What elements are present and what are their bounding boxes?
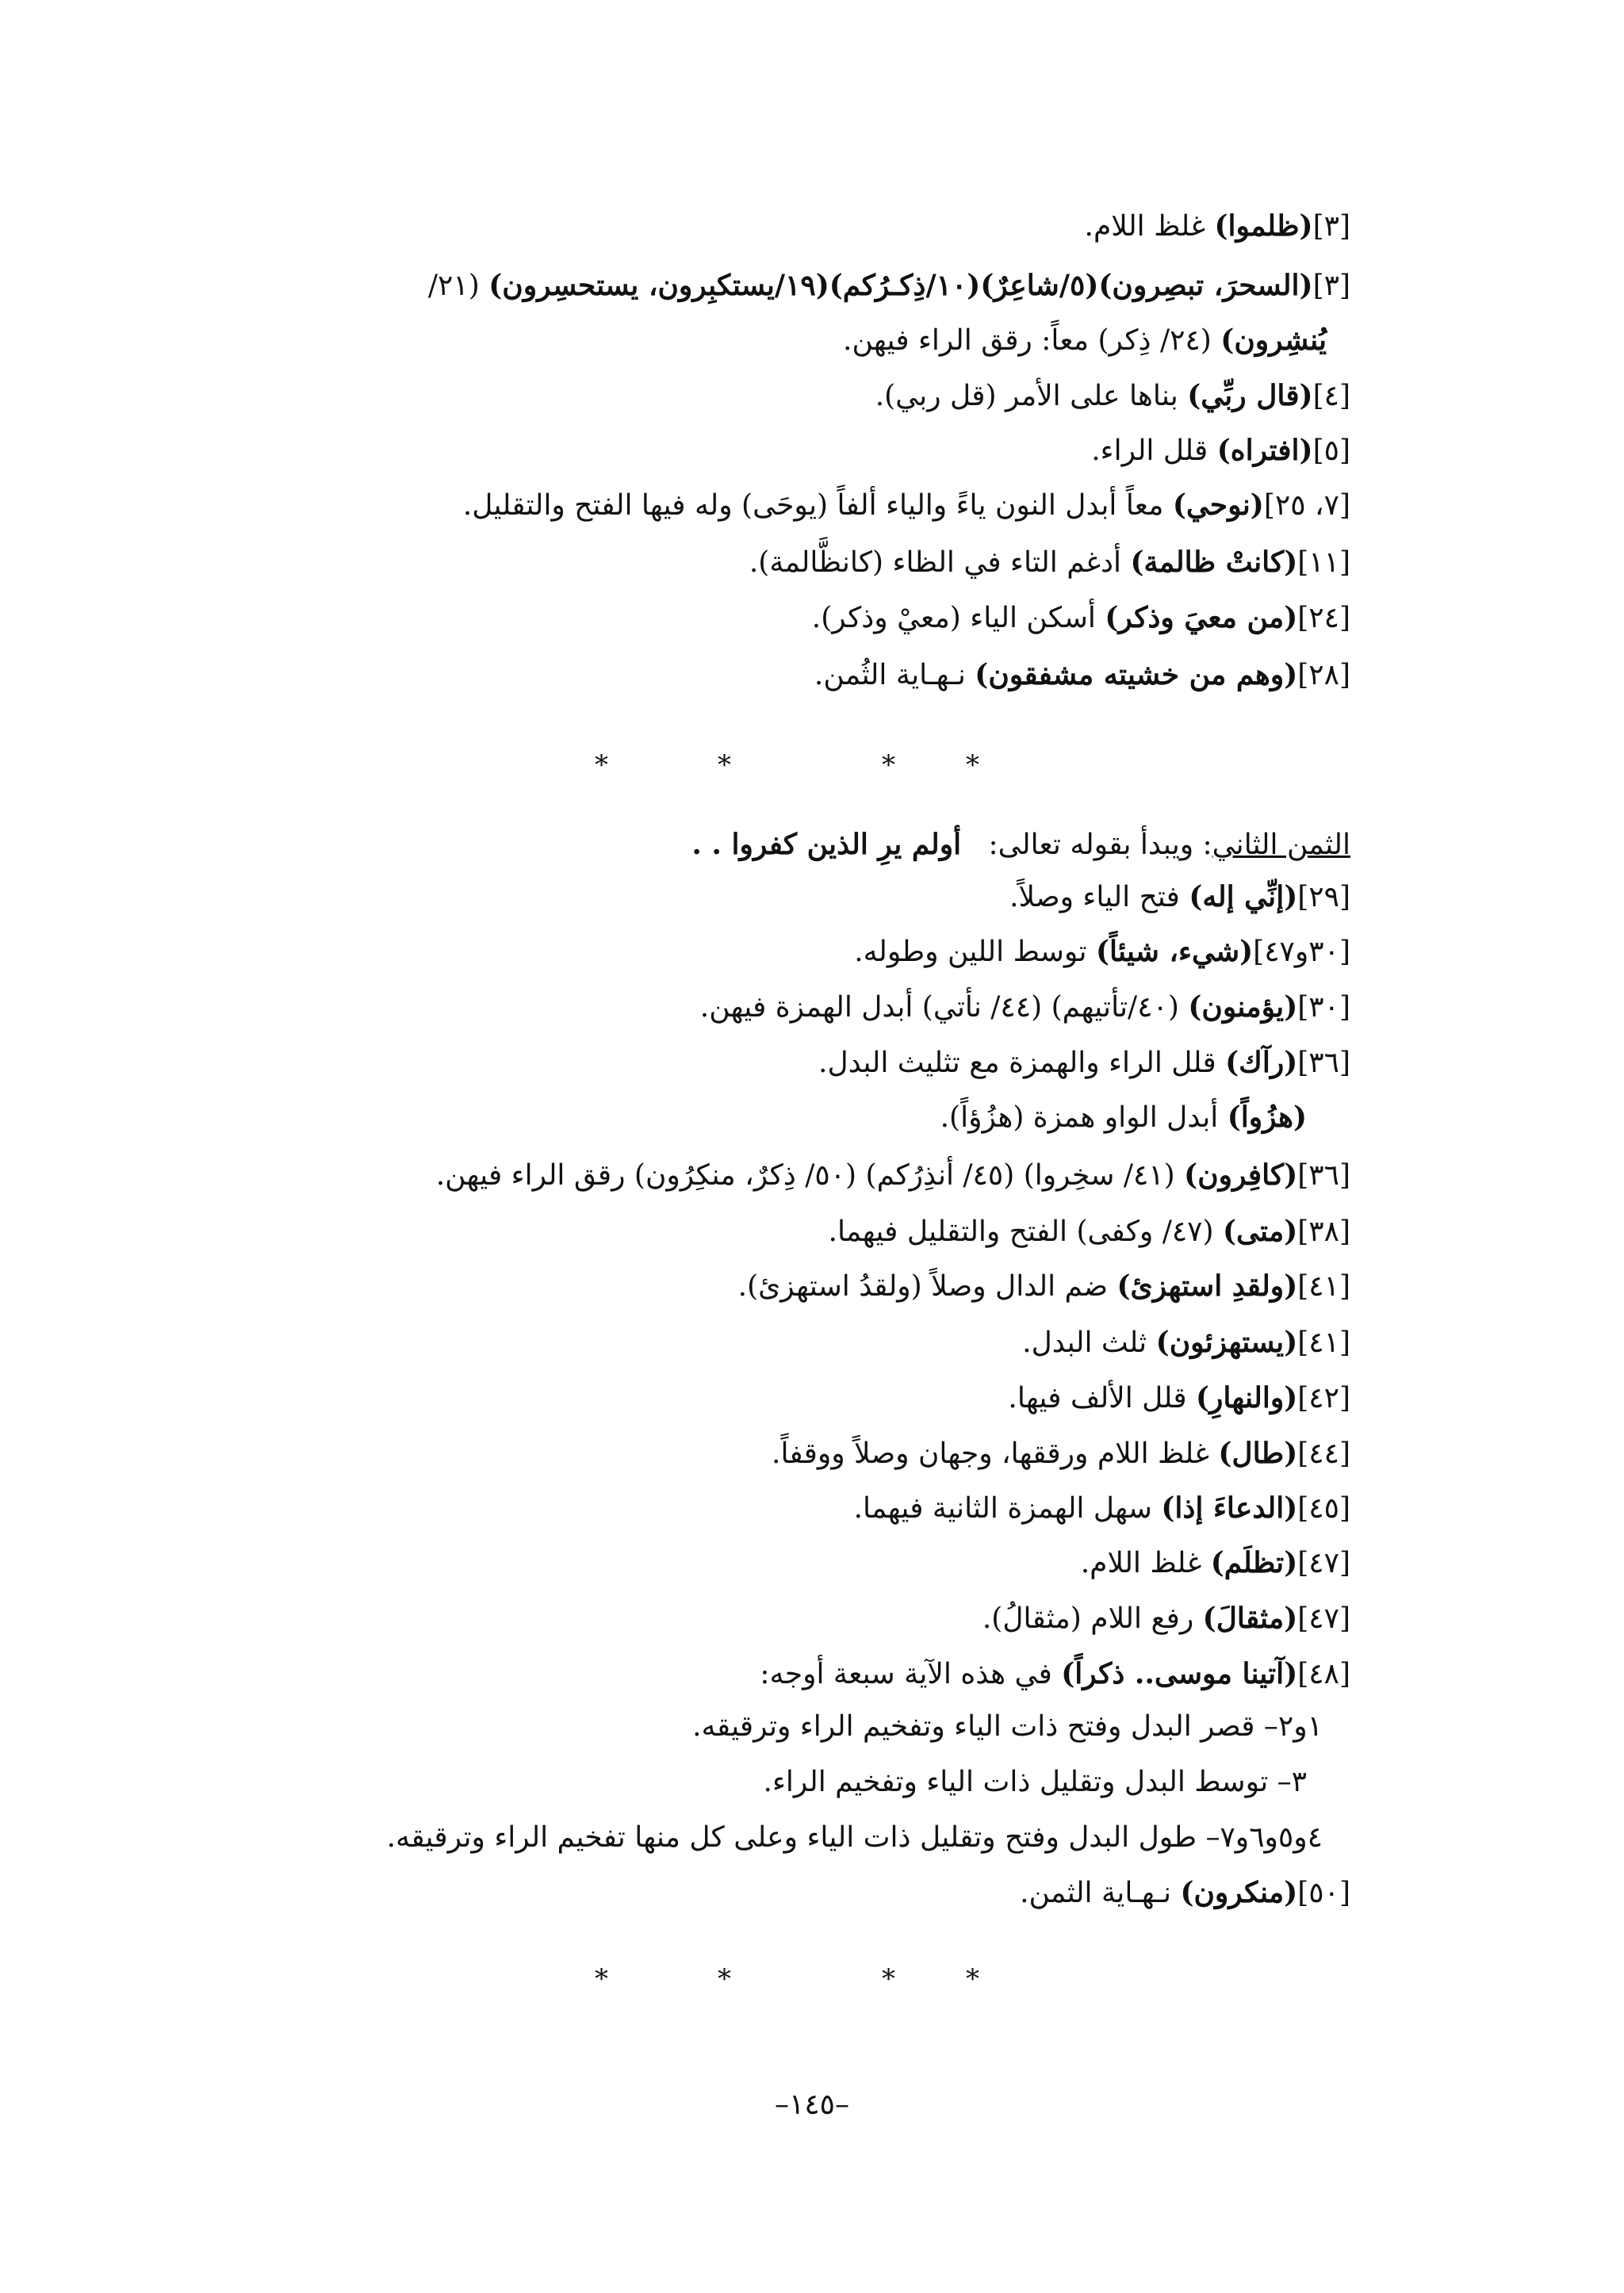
text-line: [1085, 206, 1351, 247]
quran-word: (هزُواً): [1227, 1101, 1307, 1134]
text-line: [829, 1212, 1351, 1252]
separator-star: *: [595, 1963, 608, 1995]
note-text: سهل الهمزة الثانية فيهما.: [853, 1492, 1162, 1525]
quran-word: (رآك): [1225, 1046, 1298, 1079]
text-line: [1009, 877, 1350, 917]
separator-star: *: [966, 749, 979, 781]
text-line: [1081, 1543, 1350, 1583]
note-text: (٤٠/تأتيهم) (٤٤/ نأتي) أبدل الهمزة فيهن.: [699, 991, 1189, 1024]
verse-ref: [٧، ٢٥]: [1263, 489, 1350, 522]
verse-ref: [٤٤]: [1297, 1437, 1350, 1470]
note-text: ٣– توسط البدل وتقليل ذات الياء وتفخيم الراء.: [763, 1766, 1307, 1798]
separator-star: *: [718, 749, 731, 781]
quran-word: (كانتْ ظالمة): [1130, 545, 1298, 579]
verse-ref: [٤]: [1312, 380, 1350, 412]
text-line: [1091, 431, 1350, 471]
note-text: ثلث البدل.: [1022, 1326, 1156, 1359]
text-line: [764, 1763, 1307, 1802]
note-text: (٢١/: [427, 270, 489, 302]
quran-word: (تظلَم): [1210, 1546, 1298, 1579]
text-line: [1020, 1873, 1350, 1913]
text-line: [463, 485, 1350, 526]
note-text: معاً أبدل النون ياءً والياء ألفاً (يوحَى) وله فيها الفتح والتقليل.: [462, 489, 1173, 522]
verse-ref: [٢٨]: [1297, 659, 1350, 691]
section-separator: [0, 1963, 1624, 1995]
verse-ref: [٣٦]: [1297, 1047, 1350, 1079]
quran-word: (منكرون): [1180, 1876, 1298, 1909]
text-line: [760, 1654, 1350, 1694]
quran-word: (ولقدِ استهزئ): [1116, 1269, 1298, 1303]
separator-star: *: [595, 749, 608, 781]
verse-ref: [٤٨]: [1297, 1658, 1350, 1690]
note-text: ضم الدال وصلاً (ولقدُ استهزئ).: [737, 1270, 1117, 1303]
quran-word: (والنهارِ): [1196, 1381, 1298, 1414]
page-number: –١٤٥–: [774, 2088, 849, 2121]
note-text: أبدل الواو همزة (هزُؤاً).: [940, 1101, 1228, 1134]
text-line: [692, 1707, 1323, 1747]
text-line: [772, 1434, 1350, 1474]
text-line: [436, 1155, 1350, 1196]
note-text: قلل الراء.: [1091, 434, 1217, 467]
separator-star: *: [966, 1963, 979, 1995]
text-line: [428, 266, 1350, 306]
verse-ref: [٢٤]: [1297, 602, 1350, 634]
text-line: [814, 655, 1350, 695]
note-text: ٤و٥و٦و٧– طول البدل وفتح وتقليل ذات الياء وعلى كل منها تفخيم الراء وترقيقه.: [386, 1821, 1323, 1854]
verse-ref: [٤٢]: [1297, 1382, 1350, 1414]
text-line: [982, 1598, 1350, 1639]
quran-word: (الدعاءَ إذا): [1161, 1491, 1298, 1525]
note-text: بناها على الأمر (قل ربي).: [875, 380, 1188, 412]
note-text: نـهـاية الثُمن.: [814, 659, 975, 691]
note-text: غلظ اللام ورققها، وجهان وصلاً ووقفاً.: [772, 1437, 1219, 1470]
section-heading: [691, 825, 1350, 865]
quran-word: (يستهزئون): [1155, 1326, 1298, 1359]
section-separator: [0, 749, 1624, 781]
text-line: [1022, 1323, 1350, 1363]
quran-word: (افتراه): [1216, 434, 1313, 467]
verse-ref: [٤٥]: [1297, 1492, 1350, 1525]
quran-word: (وهم من خشيته مشفقون): [975, 658, 1298, 691]
note-text: (٤١/ سخِروا) (٤٥/ أنذِرُكم) (٥٠/ ذِكرٌ، منكِرُون) رقق الراء فيهن.: [435, 1159, 1185, 1192]
verse-ref: [٣]: [1312, 210, 1350, 243]
verse-ref: [١١]: [1297, 546, 1350, 579]
quran-word: (يؤمنون): [1188, 990, 1298, 1024]
verse-ref: [٣٦]: [1297, 1159, 1350, 1192]
text-line: [843, 320, 1327, 361]
heading-label: الثمن الثاني: [1212, 829, 1350, 861]
text-line: [854, 932, 1350, 972]
text-line: [387, 1818, 1323, 1858]
verse-ref: [٣٨]: [1297, 1215, 1350, 1248]
quran-word: (متى): [1223, 1215, 1298, 1248]
note-text: في هذه الآية سبعة أوجه:: [760, 1658, 1062, 1690]
note-text: قلل الألف فيها.: [1008, 1382, 1196, 1414]
text-line: [940, 1097, 1307, 1138]
text-line: [738, 1266, 1350, 1307]
note-text: نـهـاية الثمن.: [1020, 1877, 1181, 1909]
quran-word: (إنِّي إله): [1189, 880, 1298, 913]
note-text: غلظ اللام.: [1084, 210, 1215, 243]
note-text: غلظ اللام.: [1080, 1547, 1211, 1579]
text-line: [854, 1488, 1350, 1529]
text-line: [749, 542, 1350, 583]
quran-word: (كافِرون): [1184, 1158, 1298, 1192]
separator-star: *: [882, 1963, 895, 1995]
heading-text: : ويبدأ بقوله تعالى:: [988, 829, 1212, 861]
quran-word: (من معيَ وذكر): [1105, 601, 1298, 634]
verse-ref: [٢٩]: [1297, 881, 1350, 913]
note-text: أسكن الياء (معيْ وذكر).: [811, 602, 1105, 634]
heading-verse: أولم يرِ الذين كفروا . .: [691, 828, 962, 861]
verse-ref: [٣٠]: [1297, 991, 1350, 1024]
quran-word: (السحرَ، تبصِرون)(٥/شاعِرٌ)(١٠/ذِكـرُكم)(١٩/يستكبِرون، يستحسِرون): [488, 269, 1313, 302]
separator-star: *: [882, 749, 895, 781]
note-text: رفع اللام (مثقالُ).: [982, 1602, 1203, 1635]
quran-word: (نوحي): [1172, 488, 1264, 522]
verse-ref: [٣٠و٤٧]: [1253, 936, 1350, 968]
text-line: [818, 1043, 1350, 1083]
quran-word: (شيء، شيئاً): [1095, 935, 1254, 968]
note-text: أدغم التاء في الظاء (كانظَّالمة).: [749, 546, 1131, 579]
text-line: [700, 987, 1350, 1028]
text-line: [812, 598, 1350, 638]
note-text: قلل الراء والهمزة مع تثليث البدل.: [818, 1047, 1226, 1079]
quran-word: يُنشِرون): [1220, 323, 1327, 357]
verse-ref: [٤٧]: [1297, 1547, 1350, 1579]
quran-word: (مثقالَ): [1202, 1602, 1298, 1635]
quran-word: (آتينا موسى.. ذكراً): [1061, 1657, 1298, 1690]
note-text: (٤٧/ وكفى) الفتح والتقليل فيهما.: [828, 1215, 1224, 1248]
quran-word: (قال ربِّي): [1187, 379, 1313, 412]
verse-ref: [٤٧]: [1297, 1602, 1350, 1635]
note-text: فتح الياء وصلاً.: [1009, 881, 1189, 913]
verse-ref: [٥٠]: [1297, 1877, 1350, 1909]
text-line: [1008, 1378, 1350, 1418]
note-text: (٢٤/ ذِكر) معاً: رقق الراء فيهن.: [843, 324, 1221, 357]
note-text: ١و٢– قصر البدل وفتح ذات الياء وتفخيم الراء وترقيقه.: [692, 1710, 1323, 1743]
quran-word: (ظلموا): [1214, 209, 1313, 243]
verse-ref: [٤١]: [1297, 1270, 1350, 1303]
text-line: [875, 376, 1350, 416]
verse-ref: [٥]: [1312, 434, 1350, 467]
separator-star: *: [718, 1963, 731, 1995]
quran-word: (طال): [1218, 1437, 1298, 1470]
note-text: توسط اللين وطوله.: [854, 936, 1096, 968]
verse-ref: [٤١]: [1297, 1326, 1350, 1359]
verse-ref: [٣]: [1312, 270, 1350, 302]
